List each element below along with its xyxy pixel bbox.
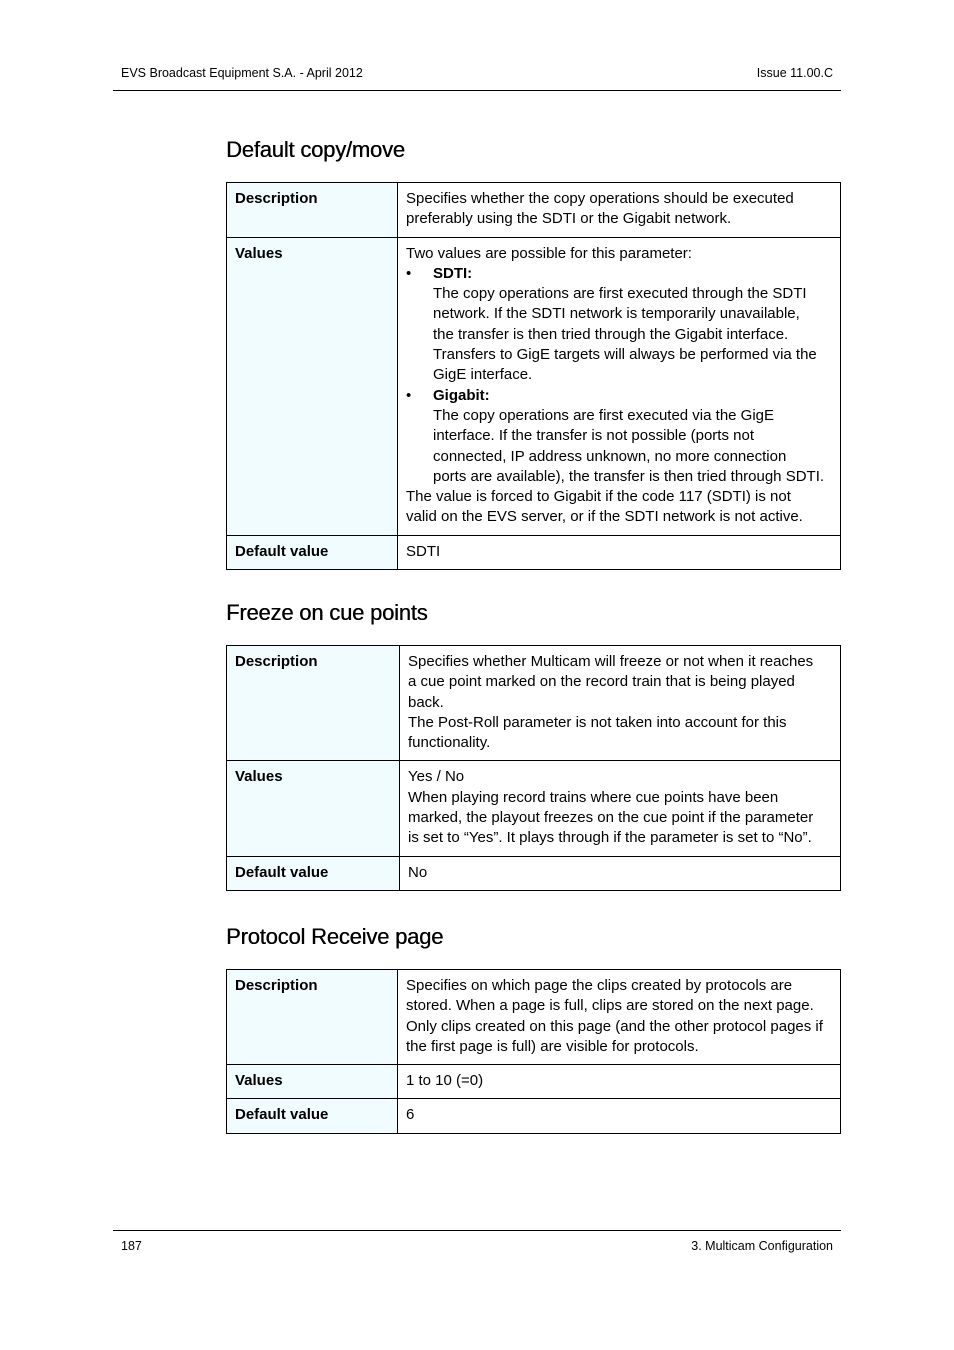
page-header bbox=[113, 64, 841, 91]
text-line: marked, the playout freezes on the cue point if the parameter bbox=[408, 809, 814, 827]
text-line: back. bbox=[408, 693, 444, 711]
page-footer bbox=[113, 1230, 841, 1253]
row-value bbox=[398, 237, 841, 535]
header-publisher: EVS Broadcast Equipment S.A. - April 2012 bbox=[121, 66, 363, 80]
text-line: the transfer is then tried through the Gigabit interface. bbox=[433, 325, 789, 343]
table-row-default bbox=[227, 535, 841, 569]
text-line: GigE interface. bbox=[433, 366, 533, 384]
chapter-title: 3. Multicam Configuration bbox=[691, 1239, 833, 1253]
text-line: The Post-Roll parameter is not taken into account for this bbox=[408, 713, 787, 731]
row-label: Description bbox=[227, 183, 398, 238]
values-intro: Two values are possible for this parameter: bbox=[406, 244, 692, 262]
text-line: Specifies on which page the clips created by protocols are bbox=[406, 977, 793, 994]
bullet-item-sdti bbox=[406, 264, 832, 386]
table-row-description bbox=[227, 970, 841, 1065]
text-line: Specifies whether the copy operations should be executed bbox=[406, 190, 794, 207]
table-row-values bbox=[227, 237, 841, 535]
text-line: functionality. bbox=[408, 734, 491, 752]
text-line: When playing record trains where cue points have been bbox=[408, 788, 779, 806]
parameter-table bbox=[226, 645, 841, 891]
row-value bbox=[400, 646, 841, 761]
text-line: a cue point marked on the record train that is being played bbox=[408, 673, 795, 691]
row-value: No bbox=[400, 856, 841, 890]
bullet-item-gigabit bbox=[406, 386, 832, 487]
row-label: Description bbox=[227, 646, 400, 761]
row-label: Description bbox=[227, 970, 398, 1065]
row-label: Default value bbox=[227, 1099, 398, 1133]
row-value bbox=[400, 761, 841, 856]
header-issue: Issue 11.00.C bbox=[756, 66, 833, 80]
text-line: is set to “Yes”. It plays through if the parameter is set to “No”. bbox=[408, 829, 812, 847]
text-line: Transfers to GigE targets will always be performed via the bbox=[433, 346, 817, 364]
row-value: 1 to 10 (=0) bbox=[398, 1065, 841, 1099]
text-line: the first page is full) are visible for protocols. bbox=[406, 1037, 699, 1055]
parameter-table bbox=[226, 182, 841, 570]
row-value bbox=[398, 970, 841, 1065]
table-row-default bbox=[227, 856, 841, 890]
bullet-icon: • bbox=[406, 264, 412, 282]
row-label: Default value bbox=[227, 535, 398, 569]
text-line: The value is forced to Gigabit if the code 117 (SDTI) is not bbox=[406, 488, 791, 506]
row-label: Values bbox=[227, 761, 400, 856]
text-line: stored. When a page is full, clips are stored on the next page. bbox=[406, 997, 814, 1015]
table-row-description bbox=[227, 646, 841, 761]
bullet-icon: • bbox=[406, 386, 412, 404]
text-line: connected, IP address unknown, no more connection bbox=[433, 447, 787, 465]
table-row-default bbox=[227, 1099, 841, 1133]
bullet-title: SDTI: bbox=[433, 264, 473, 282]
parameter-table bbox=[226, 969, 841, 1134]
table-row-values bbox=[227, 761, 841, 856]
row-label: Values bbox=[227, 237, 398, 535]
row-label: Values bbox=[227, 1065, 398, 1099]
section-default-copy-move bbox=[226, 137, 841, 570]
row-label: Default value bbox=[227, 856, 400, 890]
text-line: Only clips created on this page (and the other protocol pages if bbox=[406, 1017, 823, 1035]
text-line: valid on the EVS server, or if the SDTI network is not active. bbox=[406, 508, 803, 526]
text-line: network. If the SDTI network is temporarily unavailable, bbox=[433, 305, 800, 323]
section-title: Default copy/move bbox=[226, 137, 405, 162]
text-line: ports are available), the transfer is then tried through SDTI. bbox=[433, 467, 825, 485]
section-freeze-on-cue-points bbox=[226, 600, 841, 891]
text-line: The copy operations are first executed through the SDTI bbox=[433, 285, 807, 303]
text-line: interface. If the transfer is not possible (ports not bbox=[433, 427, 754, 445]
section-title: Freeze on cue points bbox=[226, 600, 428, 625]
text-line: preferably using the SDTI or the Gigabit network. bbox=[406, 210, 732, 228]
section-title: Protocol Receive page bbox=[226, 924, 444, 949]
text-line: The copy operations are first executed via the GigE bbox=[433, 406, 775, 424]
row-value: SDTI bbox=[398, 535, 841, 569]
page-number: 187 bbox=[121, 1239, 142, 1253]
row-value bbox=[398, 183, 841, 238]
text-line: Yes / No bbox=[408, 768, 465, 786]
text-line: Specifies whether Multicam will freeze or not when it reaches bbox=[408, 653, 814, 670]
row-value: 6 bbox=[398, 1099, 841, 1133]
section-protocol-receive-page bbox=[226, 924, 841, 1134]
table-row-description bbox=[227, 183, 841, 238]
table-row-values bbox=[227, 1065, 841, 1099]
bullet-title: Gigabit: bbox=[433, 386, 490, 404]
